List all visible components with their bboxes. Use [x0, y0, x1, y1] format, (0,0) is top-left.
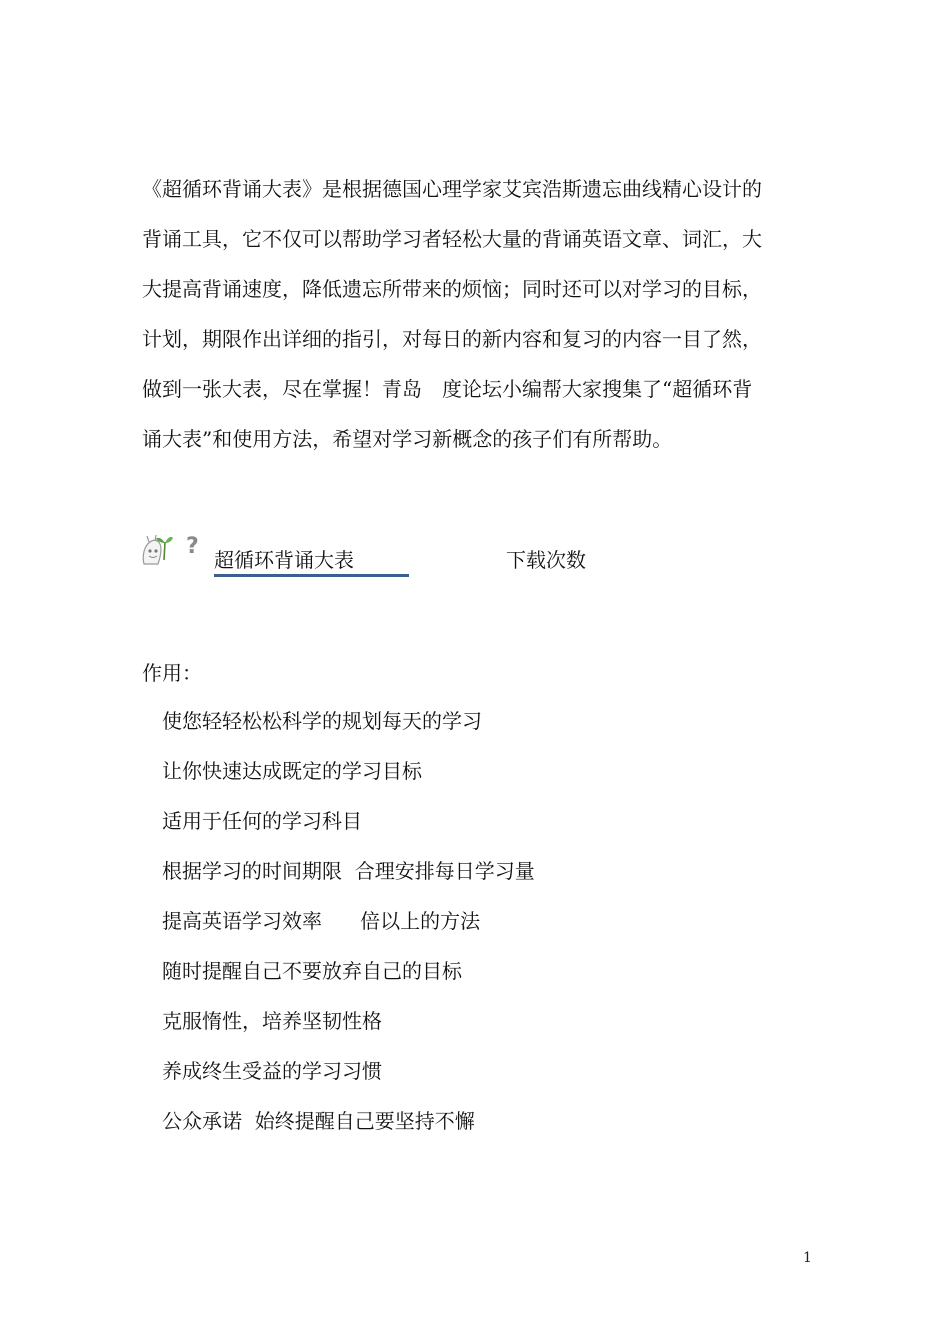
intro-line: 《超循环背诵大表》是根据德国心理学家艾宾浩斯遗忘曲线精心设计的 [142, 177, 762, 201]
list-item: 适用于任何的学习科目 [162, 809, 362, 833]
list-item: 根据学习的时间期限 合理安排每日学习量 [162, 859, 535, 883]
intro-line: 大提高背诵速度，降低遗忘所带来的烦恼；同时还可以对学习的目标， [142, 277, 762, 301]
intro-line: 诵大表”和使用方法，希望对学习新概念的孩子们有所帮助。 [142, 427, 673, 451]
list-item: 养成终生受益的学习习惯 [162, 1059, 382, 1083]
uses-heading: 作用： [142, 661, 202, 685]
list-item: 随时提醒自己不要放弃自己的目标 [162, 959, 462, 983]
page-number: 1 [803, 1250, 812, 1266]
list-item: 克服惰性，培养坚韧性格 [162, 1009, 382, 1033]
uses-list [162, 704, 535, 1154]
sprout-icon [140, 530, 174, 568]
intro-line: 计划，期限作出详细的指引，对每日的新内容和复习的内容一目了然， [142, 327, 762, 351]
download-row [140, 530, 660, 578]
intro-line: 背诵工具，它不仅可以帮助学习者轻松大量的背诵英语文章、词汇，大 [142, 227, 762, 251]
intro-line: 做到一张大表，尽在掌握！青岛 度论坛小编帮大家搜集了“超循环背 [142, 377, 753, 401]
list-item: 让你快速达成既定的学习目标 [162, 759, 422, 783]
list-item: 公众承诺 始终提醒自己要坚持不懈 [162, 1109, 475, 1133]
download-count-label: 下载次数 [506, 548, 586, 572]
intro-paragraph [142, 164, 814, 464]
download-link[interactable]: 超循环背诵大表 [214, 546, 409, 577]
list-item: 提高英语学习效率 倍以上的方法 [162, 909, 481, 933]
question-icon: ? [186, 534, 199, 559]
list-item: 使您轻轻松松科学的规划每天的学习 [162, 709, 482, 733]
